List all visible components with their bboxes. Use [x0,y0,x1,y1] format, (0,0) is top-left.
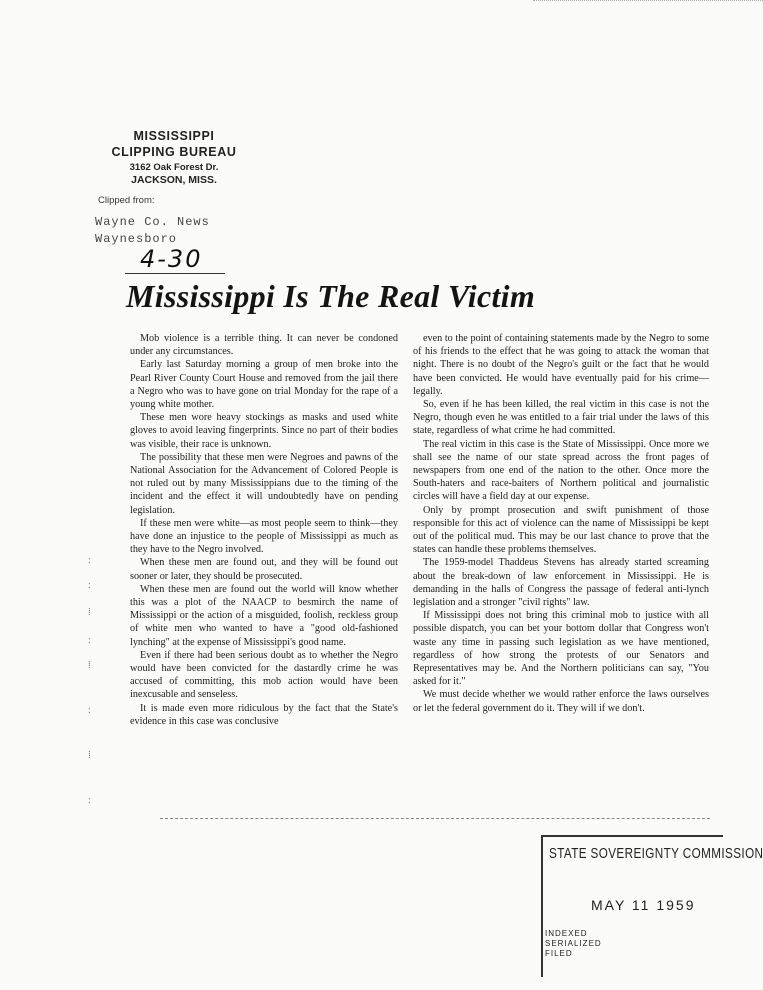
handwritten-date: 4-30 [140,245,203,273]
paragraph: It is made even more ridiculous by the fact that the State's evidence in this case was conclusive [130,702,398,727]
paragraph: When these men are found out the world will know whether this was a plot of the NAACP to besmirch the name of Mississippi or the action of a misguided, foolish, reckless group of white men who wanted to have a "good old-fashioned lynching" at the expense of Mississippi's good name. [130,583,398,648]
agency-name-line1: MISSISSIPPI [133,129,215,143]
stamp-title: STATE SOVEREIGNTY COMMISSION [549,845,763,862]
bottom-rule [160,818,710,819]
paragraph: If Mississippi does not bring this criminal mob to justice with all possible dispatch, you can bet your bottom dollar that Congress won't waste any time in passing such legislation as we have mentioned, regardless of how strong the protests of our Senators and Representatives may be. And the Northern politicians can say, "You asked for it." [413,610,709,688]
paragraph: The 1959-model Thaddeus Stevens has already started screaming about the break-down of law enforcement in Mississippi. He is demanding in the halls of Congress the passage of federal anti-lynch legislation and a stronger "civil rights" law. [413,557,709,609]
stamp-line-indexed: INDEXED [545,929,588,938]
date-underline [125,273,225,274]
margin-marks: : : ⁞ : ⁞ : ⁞ : [88,555,91,806]
commission-stamp [541,835,763,977]
agency-name-line2: CLIPPING BUREAU [111,145,237,159]
source-town: Waynesboro [95,232,178,246]
paragraph: We must decide whether we would rather enforce the laws ourselves or let the federal government do it. They will if we don't. [413,689,709,714]
source-paper: Wayne Co. News [95,215,210,229]
paragraph: When these men are found out, and they will be found out sooner or later, they should be prosecuted. [130,557,398,582]
agency-city: JACKSON, MISS. [131,174,217,186]
stamp-line-serialized: SERIALIZED [545,939,602,948]
agency-address: 3162 Oak Forest Dr. [129,162,219,173]
article-column-left [130,332,398,728]
stamp-line-filed: FILED [545,949,573,958]
article-headline: Mississippi Is The Real Victim [126,278,536,314]
paragraph: Only by prompt prosecution and swift punishment of those responsible for this act of violence can the name of Mississippi be kept out of the political mud. This may be our last chance to prove that the states can handle these problems themselves. [413,504,709,556]
clipped-from-label: Clipped from: [98,195,155,206]
paragraph: even to the point of containing statements made by the Negro to some of his friends to the effect that he was going to attack the woman that night. There is no doubt of the Negro's guilt or the fact that he would have been convicted. He would have eventually paid for his crime—legally. [413,333,709,397]
stamp-filing-lines [545,929,602,959]
article-column-right [413,332,709,715]
paragraph: Early last Saturday morning a group of men broke into the Pearl River County Court House and removed from the jail there a Negro who was to have gone on trial Monday for the rape of a young white mother. [130,359,398,411]
top-edge-dots [533,0,763,4]
paragraph: Mob violence is a terrible thing. It can never be condoned under any circumstances. [130,333,398,358]
clipping-bureau-header [108,128,240,187]
paragraph: So, even if he has been killed, the real victim in this case is not the Negro, though even he was entitled to a fair trial under the laws of this state, regardless of what crime he had committed. [413,399,709,437]
paragraph: The real victim in this case is the State of Mississippi. Once more we shall see the name of our state spread across the front pages of newspapers from one end of the nation to the other. Once more the South-haters and race-baiters of Northern political and journalistic circles will have a field day at our expense. [413,438,709,503]
paragraph: The possibility that these men were Negroes and pawns of the National Association for the Advancement of Colored People is not ruled out by many Mississippians due to the timing of the incident and the effect it will undoubtedly have on pending legislation. [130,451,398,516]
paragraph: If these men were white—as most people seem to think—they have done an injustice to the people of Mississippi as much as they have to the Negro involved. [130,517,398,556]
paragraph: These men wore heavy stockings as masks and used white gloves to avoid leaving fingerprints. Since no part of their bodies was visible, their race is unknown. [130,412,398,450]
stamp-date: MAY 11 1959 [591,897,696,913]
paragraph: Even if there had been serious doubt as to whether the Negro would have been convicted for the dastardly crime he was accused of committing, this mob action would have been inexcusable and senseless. [130,649,398,701]
